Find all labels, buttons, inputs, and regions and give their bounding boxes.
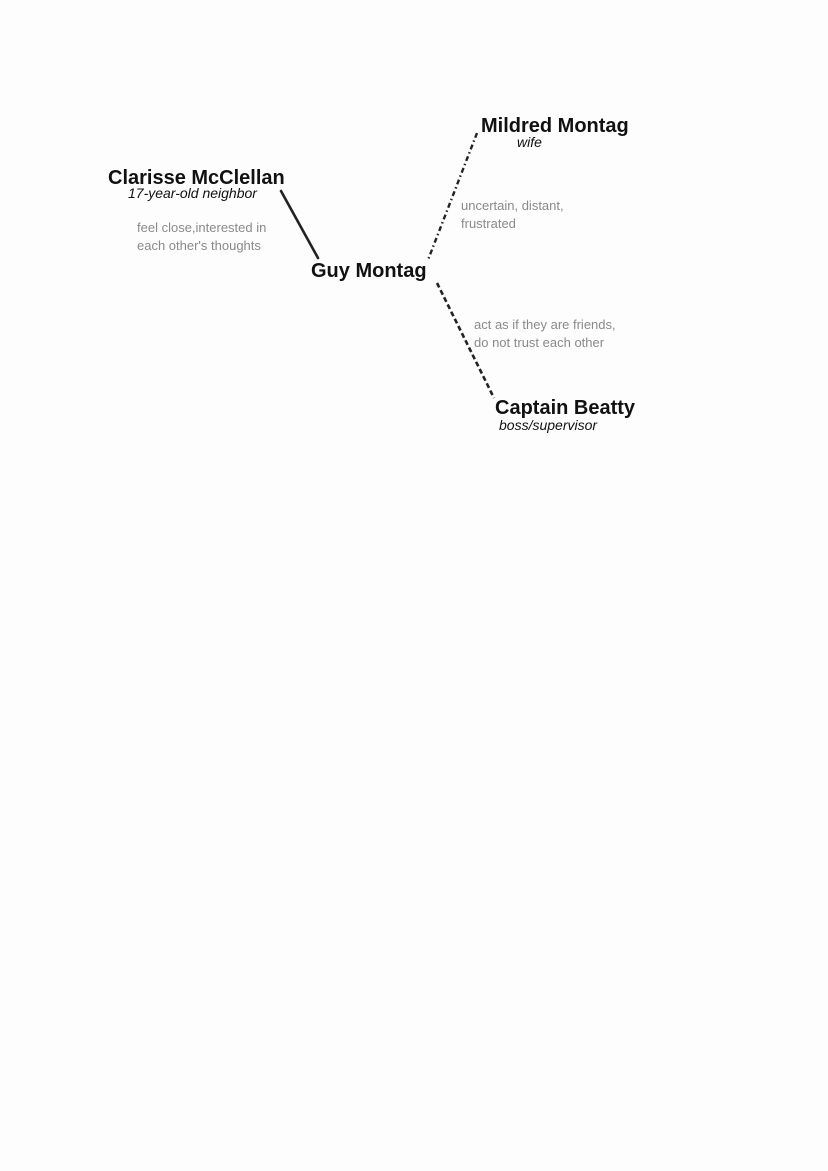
relationship-label-line: act as if they are friends, — [474, 317, 616, 332]
node-clarisse-role: 17-year-old neighbor — [128, 185, 257, 201]
node-beatty-role: boss/supervisor — [499, 417, 598, 433]
relationship-label-line: each other's thoughts — [137, 238, 261, 253]
node-guy-name: Guy Montag — [311, 260, 427, 282]
node-beatty-name: Captain Beatty — [495, 397, 636, 419]
node-clarisse-name: Clarisse McClellan — [108, 167, 285, 189]
relationship-label-line: frustrated — [461, 216, 516, 231]
node-mildred-role: wife — [517, 134, 542, 150]
relationship-label-line: feel close,interested in — [137, 220, 267, 235]
relationship-label-line: do not trust each other — [474, 335, 605, 350]
connector-clarisse-guy — [281, 191, 318, 258]
relationship-label-line: uncertain, distant, — [461, 198, 564, 213]
relationship-label-clarisse-guy — [137, 219, 266, 255]
node-mildred-name: Mildred Montag — [481, 115, 629, 137]
relationship-label-guy-beatty — [474, 316, 616, 352]
relationship-label-mildred-guy — [461, 197, 564, 233]
